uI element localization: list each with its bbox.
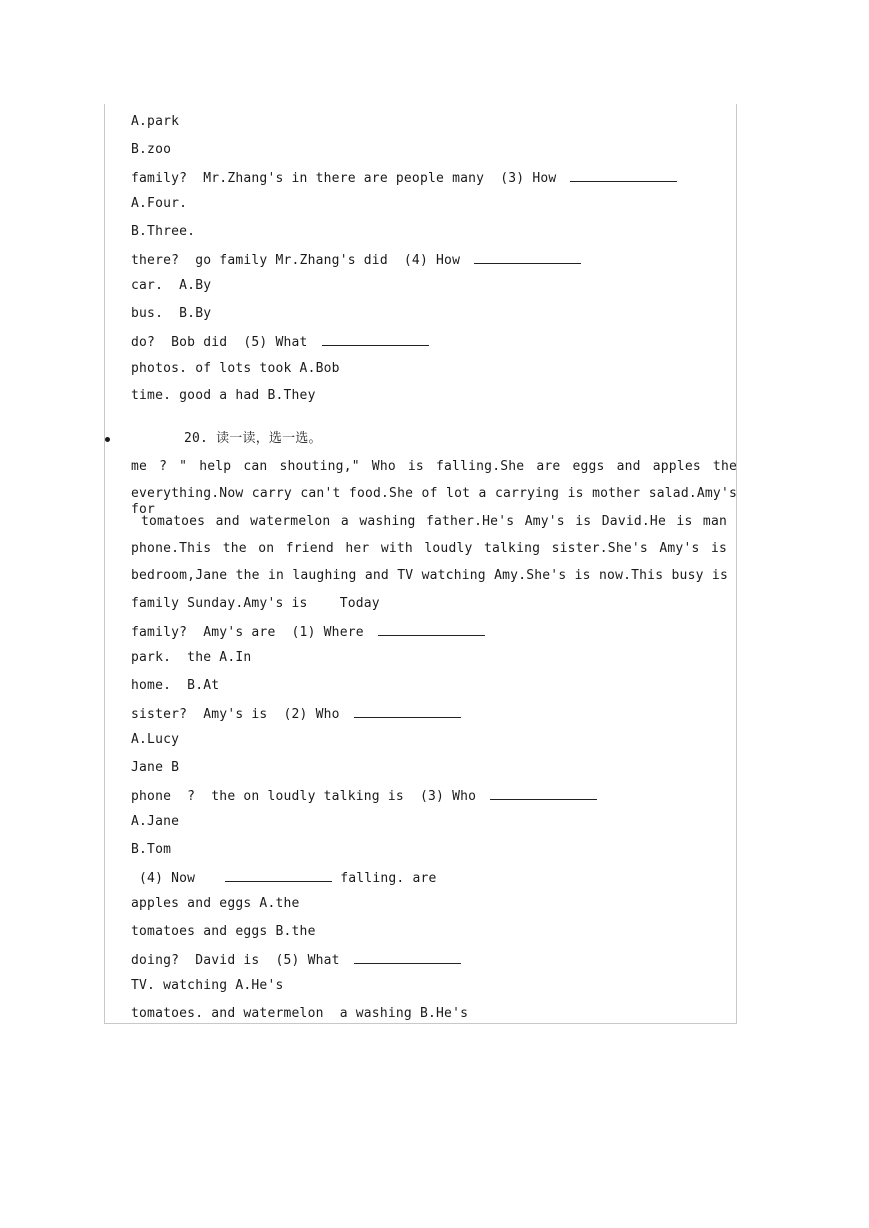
answer-blank[interactable] — [322, 333, 429, 346]
question-line — [131, 333, 429, 351]
option-line: A.park — [131, 114, 180, 129]
answer-blank[interactable] — [354, 705, 461, 718]
answer-blank[interactable] — [474, 251, 581, 264]
passage-line: phone.This the on friend her with loudly talking sister.She's Amy's is — [131, 541, 727, 556]
question-text: doing? David is (5) What — [131, 953, 340, 968]
option-line: A.Lucy — [131, 732, 180, 747]
question-text: family? Mr.Zhang's in there are people many (3) How — [131, 171, 557, 186]
bullet-icon — [105, 437, 110, 442]
section-heading: 20. 读一读，选一选。 — [184, 431, 322, 446]
question-line — [131, 787, 597, 805]
option-line: tomatoes and eggs B.the — [131, 924, 316, 939]
option-line: B.Tom — [131, 842, 172, 857]
question-line — [131, 169, 677, 187]
answer-blank[interactable] — [570, 169, 677, 182]
answer-blank[interactable] — [378, 623, 485, 636]
question-line — [131, 705, 461, 723]
option-line: A.Four. — [131, 196, 188, 211]
question-text: do? Bob did (5) What — [131, 335, 308, 350]
question-text: family? Amy's are (1) Where — [131, 625, 364, 640]
option-line: A.Jane — [131, 814, 180, 829]
option-line: Jane B — [131, 760, 180, 775]
option-line: photos. of lots took A.Bob — [131, 361, 340, 376]
option-line: time. good a had B.They — [131, 388, 316, 403]
question-line — [131, 251, 581, 269]
question-text: sister? Amy's is (2) Who — [131, 707, 340, 722]
option-line: apples and eggs A.the — [131, 896, 300, 911]
passage-line: me ? " help can shouting," Who is falling.She are eggs and apples the — [131, 459, 737, 474]
answer-blank[interactable] — [490, 787, 597, 800]
option-line: home. B.At — [131, 678, 220, 693]
passage-line: tomatoes and watermelon a washing father.He's Amy's is David.He is man — [141, 514, 727, 529]
question-line — [131, 951, 461, 969]
option-line: tomatoes. and watermelon a washing B.He's — [131, 1006, 469, 1021]
question-line — [131, 869, 437, 887]
question-text: there? go family Mr.Zhang's did (4) How — [131, 253, 461, 268]
option-line: B.zoo — [131, 142, 172, 157]
answer-blank[interactable] — [225, 869, 332, 882]
question-text: (4) Now — [131, 871, 196, 886]
passage-line: bedroom,Jane the in laughing and TV watching Amy.She's is now.This busy is — [131, 568, 728, 583]
question-text: phone ? the on loudly talking is (3) Who — [131, 789, 477, 804]
option-line: park. the A.In — [131, 650, 252, 665]
passage-line: everything.Now carry can't food.She of lot a carrying is mother salad.Amy's for — [131, 486, 737, 517]
option-line: bus. B.By — [131, 306, 212, 321]
option-line: TV. watching A.He's — [131, 978, 284, 993]
question-suffix: falling. are — [340, 871, 437, 886]
option-line: car. A.By — [131, 278, 212, 293]
question-line — [131, 623, 485, 641]
passage-line: family Sunday.Amy's is Today — [131, 596, 380, 611]
answer-blank[interactable] — [354, 951, 461, 964]
option-line: B.Three. — [131, 224, 196, 239]
